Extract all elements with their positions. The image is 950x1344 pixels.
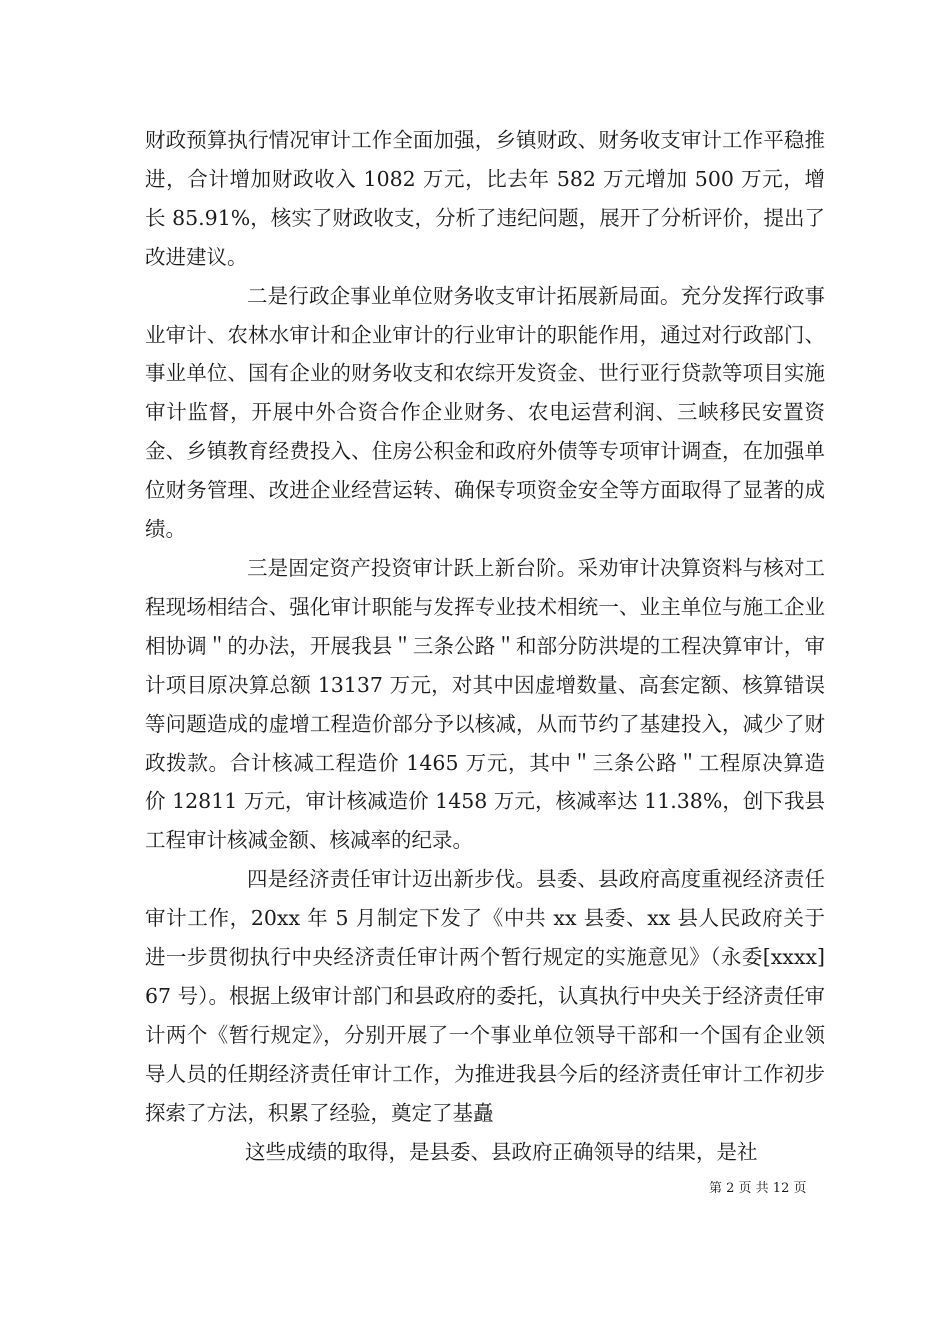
page-number: 第 2 页 共 12 页: [709, 1181, 807, 1196]
paragraph-admin-audit: 二是行政企事业单位财务收支审计拓展新局面。充分发挥行政事业审计、农林水审计和企业审计的行业审计的职能作用，通过对行政部门、事业单位、国有企业的财务收支和农综开发资金、世行亚行贷款等项目实施审计监督，开展中外合资合作企业财务、农电运营利润、三峡移民安置资金、乡镇教育经费投入、住房公积金和政府外债等专项审计调查，在加强单位财务管理、改进企业经营运转、确保专项资金安全等方面取得了显著的成绩。: [145, 283, 825, 542]
body-text: [145, 121, 825, 1171]
paragraph-fiscal-audit: 财政预算执行情况审计工作全面加强，乡镇财政、财务收支审计工作平稳推进，合计增加财政收入 1082 万元，比去年 582 万元增加 500 万元，增长 85.91%，核实了财政收支，分析了违纪问题，展开了分析评价，提出了改进建议。: [145, 128, 825, 269]
paragraph-achievements: 这些成绩的取得，是县委、县政府正确领导的结果，是社: [245, 1139, 758, 1164]
paragraph-economic-responsibility-audit: 四是经济责任审计迈出新步伐。县委、县政府高度重视经济责任审计工作，20xx 年 5 月制定下发了《中共 xx 县委、xx 县人民政府关于进一步贯彻执行中央经济责任审计两个暂行规定的实施意见》（永委[xxxx]67 号）。根据上级审计部门和县政府的委托，认真执行中央关于经济责任审计两个《暂行规定》，分别开展了一个事业单位领导干部和一个国有企业领导人员的任期经济责任审计工作，为推进我县今后的经济责任审计工作初步探索了方法，积累了经验，奠定了基矗: [145, 867, 825, 1125]
paragraph-investment-audit: 三是固定资产投资审计跃上新台阶。采劝审计决算资料与核对工程现场相结合、强化审计职能与发挥专业技术相统一、业主单位与施工企业相协调＂的办法，开展我县＂三条公路＂和部分防洪堤的工程决算审计，审计项目原决算总额 13137 万元，对其中因虚增数量、高套定额、核算错误等问题造成的虚增工程造价部分予以核减，从而节约了基建投入，减少了财政拨款。合计核减工程造价 1465 万元，其中＂三条公路＂工程原决算造价 12811 万元，审计核减造价 1458 万元，核减率达 11.38%，创下我县工程审计核减金额、核减率的纪录。: [145, 555, 825, 853]
